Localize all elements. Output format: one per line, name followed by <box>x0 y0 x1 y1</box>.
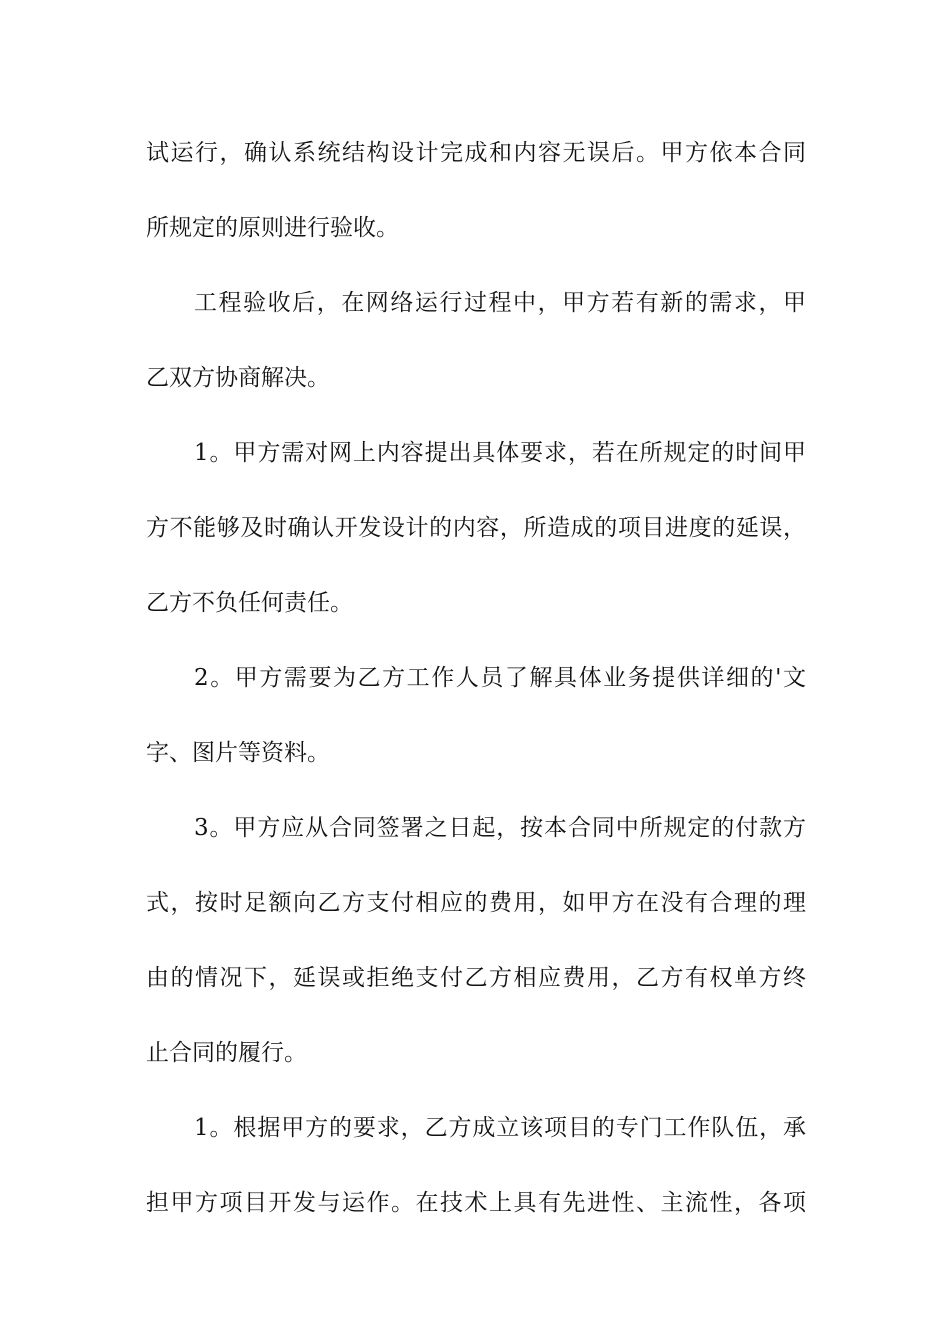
text-line: 乙双方协商解决。 <box>146 365 330 391</box>
text-line: 所规定的原则进行验收。 <box>146 215 399 241</box>
text-line: 试运行，确认系统结构设计完成和内容无误后。甲方依本合同 <box>146 140 806 166</box>
text-line: 字、图片等资料。 <box>146 740 330 766</box>
text-line: 1。根据甲方的要求，乙方成立该项目的专门工作队伍，承 <box>194 1115 806 1141</box>
text-line: 式，按时足额向乙方支付相应的费用，如甲方在没有合理的理 <box>146 890 806 916</box>
text-line: 工程验收后，在网络运行过程中，甲方若有新的需求，甲 <box>194 290 806 316</box>
text-line: 3。甲方应从合同签署之日起，按本合同中所规定的付款方 <box>194 815 806 841</box>
text-line: 止合同的履行。 <box>146 1040 307 1066</box>
text-line: 乙方不负任何责任。 <box>146 590 353 616</box>
text-line: 2。甲方需要为乙方工作人员了解具体业务提供详细的'文 <box>194 665 806 691</box>
text-line: 由的情况下，延误或拒绝支付乙方相应费用，乙方有权单方终 <box>146 965 806 991</box>
text-line: 担甲方项目开发与运作。在技术上具有先进性、主流性，各项 <box>146 1190 806 1216</box>
text-line: 方不能够及时确认开发设计的内容，所造成的项目进度的延误， <box>146 515 806 541</box>
text-line: 1。甲方需对网上内容提出具体要求，若在所规定的时间甲 <box>194 440 806 466</box>
